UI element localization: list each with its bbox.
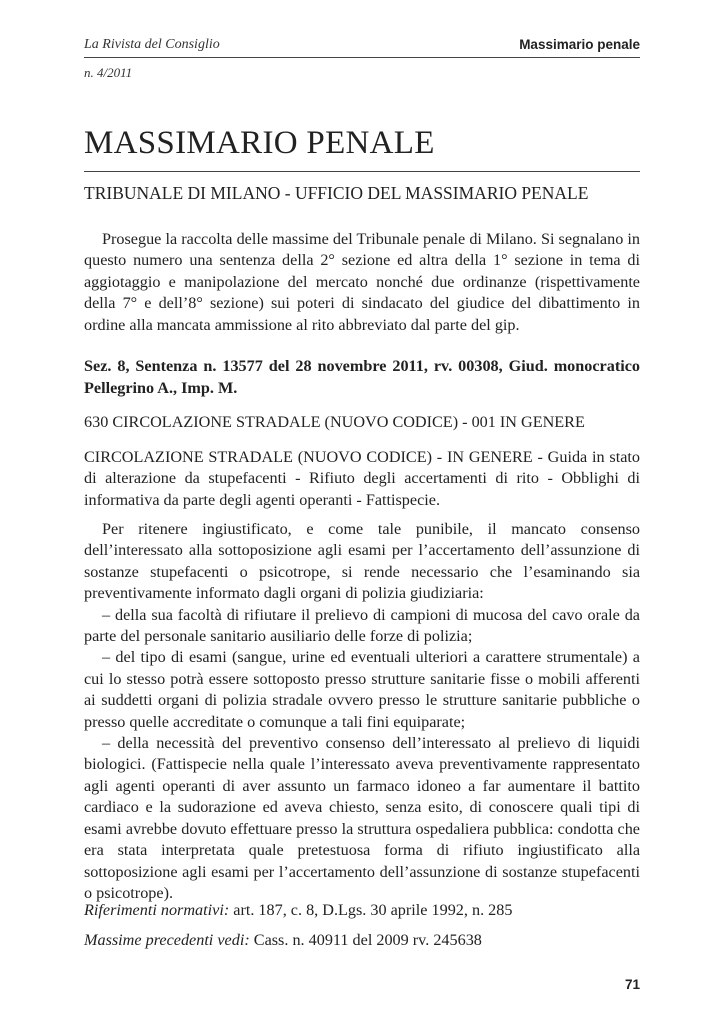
page-title: MASSIMARIO PENALE bbox=[84, 125, 435, 161]
classification-code: 630 CIRCOLAZIONE STRADALE (NUOVO CODICE) - 001 IN GENERE bbox=[84, 413, 585, 431]
normative-references bbox=[84, 900, 640, 921]
header-divider bbox=[84, 57, 640, 58]
intro-paragraph: Prosegue la raccolta delle massime del Tribunale penale di Milano. Si segnalano in questo numero una sentenza della 2° sezione ed altra della 1° sezione in tema di aggiotaggio e manipolazione del mercato nonché due ordinanze (rispettivamente della 7° e dell’8° sezione) sui poteri di sindacato del giudice del dibattimento in ordine alla mancata ammissione al rito abbreviato dal parte del gip. bbox=[84, 230, 640, 334]
normative-label: Riferimenti normativi: bbox=[84, 901, 230, 919]
massima-item-1: – della sua facoltà di rifiutare il prelievo di campioni di mucosa del cavo orale da parte del personale sanitario ausiliario delle forze di polizia; bbox=[84, 605, 640, 646]
precedents-value: Cass. n. 40911 del 2009 rv. 245638 bbox=[253, 931, 482, 949]
precedents-label: Massime precedenti vedi: bbox=[84, 931, 250, 949]
massima-item-2: – del tipo di esami (sangue, urine ed eventuali ulteriori a carattere strumentale) a cui lo stesso potrà essere sottoposto presso strutture sanitarie fisse o mobili afferenti ai suddetti organi di polizia stradale ovvero presso le strutture sanitarie pubbliche o presso quelle accreditate o comunque a tali fini equiparate; bbox=[84, 648, 640, 731]
massima-headline: CIRCOLAZIONE STRADALE (NUOVO CODICE) - IN GENERE - Guida in stato di alterazione da stupefacenti - Rifiuto degli accertamenti di rito - Obblighi di informativa da parte degli agenti operanti - Fattispecie. bbox=[84, 448, 640, 509]
journal-name: La Rivista del Consiglio bbox=[84, 37, 220, 52]
massima-body bbox=[84, 519, 640, 904]
precedent-references bbox=[84, 930, 640, 951]
massima-lead: Per ritenere ingiustificato, e come tale punibile, il mancato consenso dell’interessato alla sottoposizione agli esami per l’accertamento dell’assunzione di sostanze stupefacenti o psicotrope, si rende necessario che l’esaminando sia preventivamente informato dagli organi di polizia giudiziaria: bbox=[84, 520, 640, 603]
page-number: 71 bbox=[624, 977, 640, 992]
section-name: Massimario penale bbox=[519, 37, 640, 52]
issue-number: n. 4/2011 bbox=[84, 65, 133, 80]
title-divider bbox=[84, 171, 640, 172]
page-subtitle: TRIBUNALE DI MILANO - UFFICIO DEL MASSIMARIO PENALE bbox=[84, 183, 589, 203]
massima-item-3: – della necessità del preventivo consenso dell’interessato al prelievo di liquidi biologici. (Fattispecie nella quale l’interessato aveva preventivamente rappresentato agli agenti operanti di aver assunto un farmaco idoneo a far aumentare il battito cardiaco e la sudorazione ed aveva chiesto, senza esito, di conoscere quali tipi di esami avrebbe dovuto effettuare presso la struttura ospedaliera pubblica: condotta che era stata interpretata quale pretestuosa forma di rifiuto ingiustificato alla sottoposizione agli esami per l’accertamento dell’assunzione di sostanze stupefacenti o psicotrope). bbox=[84, 734, 640, 902]
normative-value: art. 187, c. 8, D.Lgs. 30 aprile 1992, n. 285 bbox=[233, 901, 513, 919]
decision-heading: Sez. 8, Sentenza n. 13577 del 28 novembre 2011, rv. 00308, Giud. monocratico Pellegrino A., Imp. M. bbox=[84, 357, 640, 397]
document-page bbox=[84, 0, 640, 1024]
